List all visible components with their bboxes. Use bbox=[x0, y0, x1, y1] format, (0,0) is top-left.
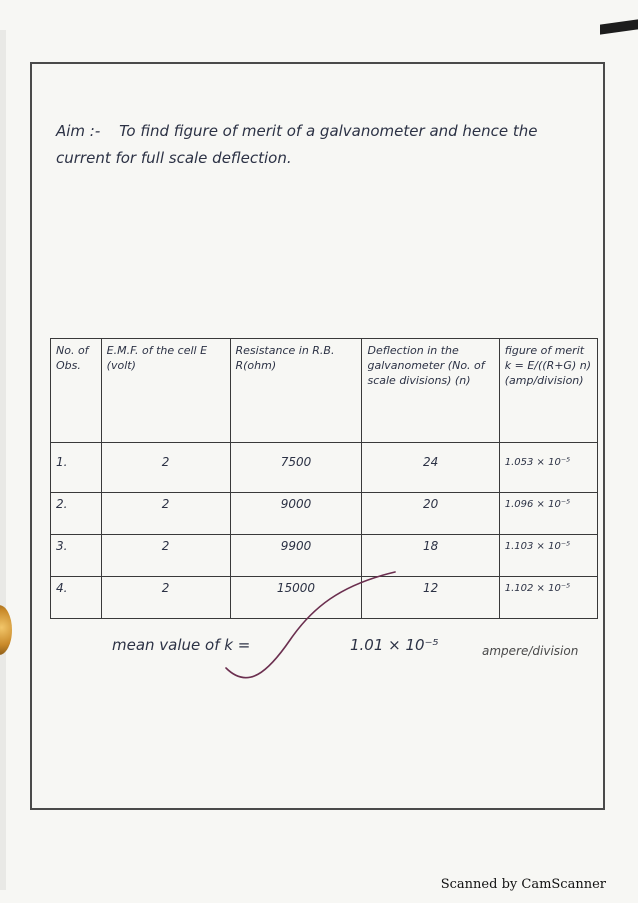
table-row bbox=[51, 535, 598, 577]
resistance-value: 15000 bbox=[230, 577, 362, 619]
obs-no: 1. bbox=[51, 443, 102, 493]
deflection-value: 20 bbox=[362, 493, 499, 535]
table-row bbox=[51, 443, 598, 493]
emf-value: 2 bbox=[101, 493, 230, 535]
obs-no: 4. bbox=[51, 577, 102, 619]
obs-no: 2. bbox=[51, 493, 102, 535]
deflection-value: 18 bbox=[362, 535, 499, 577]
merit-value: 1.102 × 10⁻⁵ bbox=[499, 577, 597, 619]
emf-value: 2 bbox=[101, 443, 230, 493]
aim-label: Aim :- bbox=[56, 122, 101, 140]
mean-unit: ampere/division bbox=[482, 644, 579, 658]
mean-value: 1.01 × 10⁻⁵ bbox=[350, 636, 439, 654]
aim-text: To find figure of merit of a galvanometer and hence the current for full scale deflection. bbox=[56, 122, 538, 167]
header-obs-no: No. of Obs. bbox=[51, 339, 102, 443]
resistance-value: 7500 bbox=[230, 443, 362, 493]
mean-label: mean value of k = bbox=[112, 636, 251, 654]
resistance-value: 9900 bbox=[230, 535, 362, 577]
table-row bbox=[51, 577, 598, 619]
observation-table bbox=[50, 338, 598, 619]
header-resistance: Resistance in R.B. R(ohm) bbox=[230, 339, 362, 443]
obs-no: 3. bbox=[51, 535, 102, 577]
table-header-row bbox=[51, 339, 598, 443]
page-edge bbox=[0, 30, 6, 890]
deflection-value: 12 bbox=[362, 577, 499, 619]
deflection-value: 24 bbox=[362, 443, 499, 493]
merit-value: 1.103 × 10⁻⁵ bbox=[499, 535, 597, 577]
table-row bbox=[51, 493, 598, 535]
header-deflection: Deflection in the galvanometer (No. of scale divisions) (n) bbox=[362, 339, 499, 443]
binder-ring bbox=[0, 605, 12, 655]
header-figure-of-merit: figure of merit k = E/((R+G) n) (amp/division) bbox=[499, 339, 597, 443]
mean-result bbox=[112, 636, 579, 658]
emf-value: 2 bbox=[101, 577, 230, 619]
emf-value: 2 bbox=[101, 535, 230, 577]
page-corner-shadow bbox=[600, 19, 638, 34]
aim-statement bbox=[56, 118, 576, 172]
header-emf: E.M.F. of the cell E (volt) bbox=[101, 339, 230, 443]
merit-value: 1.096 × 10⁻⁵ bbox=[499, 493, 597, 535]
resistance-value: 9000 bbox=[230, 493, 362, 535]
merit-value: 1.053 × 10⁻⁵ bbox=[499, 443, 597, 493]
scanner-watermark: Scanned by CamScanner bbox=[440, 877, 606, 892]
